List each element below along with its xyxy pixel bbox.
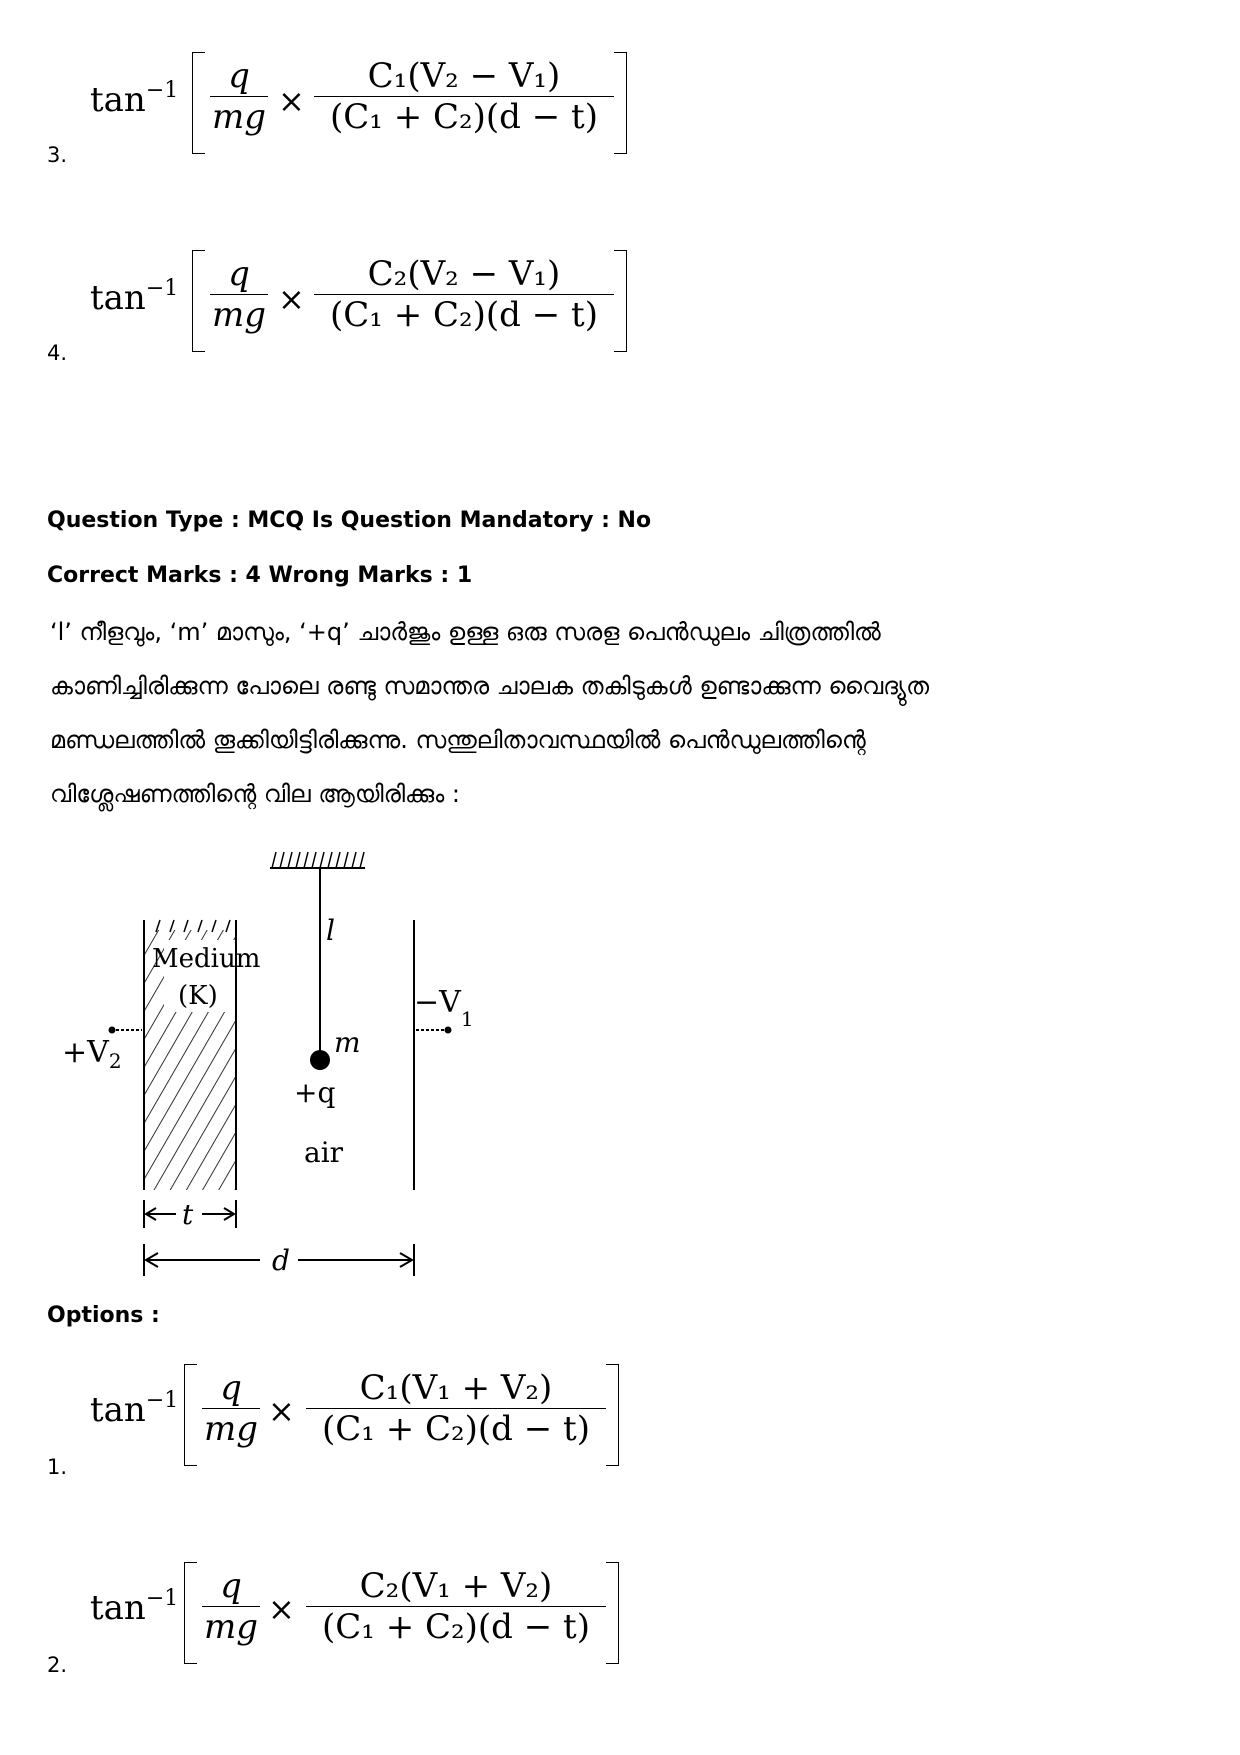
question-text-line: ‘l’ നീളവും, ‘m’ മാസും, ‘+q’ ചാർജും ഉള്ള ഒരു സരള പെൻഡുലം ചിത്രത്തിൽ <box>50 618 881 646</box>
right-bracket <box>606 1364 619 1466</box>
left-bracket <box>184 1562 197 1664</box>
k-label: (K) <box>178 981 218 1011</box>
times-sign: × <box>268 1590 295 1628</box>
length-label: l <box>326 914 335 947</box>
tan-inverse: $\tan^{-1}$ <box>90 1388 179 1430</box>
mass-label: m <box>334 1026 361 1059</box>
option-3-number: 3. <box>47 143 68 167</box>
left-terminal <box>109 1027 116 1034</box>
question-text-line: കാണിച്ചിരിക്കുന്ന പോലെ രണ്ടു സമാന്തര ചാലക തകിടുകൾ ഉണ്ടാക്കുന്ന വൈദ്യുത <box>50 672 929 700</box>
times-sign: × <box>278 82 305 120</box>
d-label: d <box>272 1244 290 1277</box>
v2-label: $+V_2$ <box>62 1035 122 1073</box>
right-bracket <box>606 1562 619 1664</box>
tan-inverse: $\tan^{-1}$ <box>90 78 179 120</box>
air-label: air <box>304 1136 344 1169</box>
tan-inverse: $\tan^{-1}$ <box>90 1586 179 1628</box>
q-over-mg: q mg <box>203 1368 258 1449</box>
capacitance-fraction: C₁(V₁ + V₂) (C₁ + C₂)(d − t) <box>306 1368 606 1449</box>
options-label: Options : <box>47 1303 160 1328</box>
capacitance-fraction: C₂(V₁ + V₂) (C₁ + C₂)(d − t) <box>306 1566 606 1647</box>
q-over-mg: q mg <box>211 254 266 335</box>
v1-label: $-V_1$ <box>414 985 474 1031</box>
times-sign: × <box>278 280 305 318</box>
question-text-line: വിശ്ലേഷണത്തിന്റെ വില ആയിരിക്കും : <box>50 780 461 808</box>
capacitance-fraction: C₂(V₂ − V₁) (C₁ + C₂)(d − t) <box>314 254 614 335</box>
pendulum-bob <box>310 1050 330 1070</box>
charge-label: +q <box>294 1076 336 1109</box>
option-4-number: 4. <box>47 341 68 365</box>
tan-inverse: $\tan^{-1}$ <box>90 276 179 318</box>
t-label: t <box>182 1198 194 1231</box>
option-1-number: 1. <box>47 1455 68 1479</box>
q-over-mg: q mg <box>203 1566 258 1647</box>
right-terminal <box>445 1027 452 1034</box>
question-type-line: Question Type : MCQ Is Question Mandatory : No <box>47 508 652 533</box>
capacitance-fraction: C₁(V₂ − V₁) (C₁ + C₂)(d − t) <box>314 56 614 137</box>
medium-label: Medium <box>152 944 261 974</box>
times-sign: × <box>268 1392 295 1430</box>
ceiling-hatch <box>272 852 364 868</box>
left-bracket <box>184 1364 197 1466</box>
marks-line: Correct Marks : 4 Wrong Marks : 1 <box>47 563 473 588</box>
option-2-number: 2. <box>47 1653 68 1677</box>
question-text-line: മണ്ഡലത്തിൽ തൂക്കിയിട്ടിരിക്കുന്നു. സന്തുലിതാവസ്ഥയിൽ പെൻഡുലത്തിന്റെ <box>50 726 866 754</box>
q-over-mg: q mg <box>211 56 266 137</box>
